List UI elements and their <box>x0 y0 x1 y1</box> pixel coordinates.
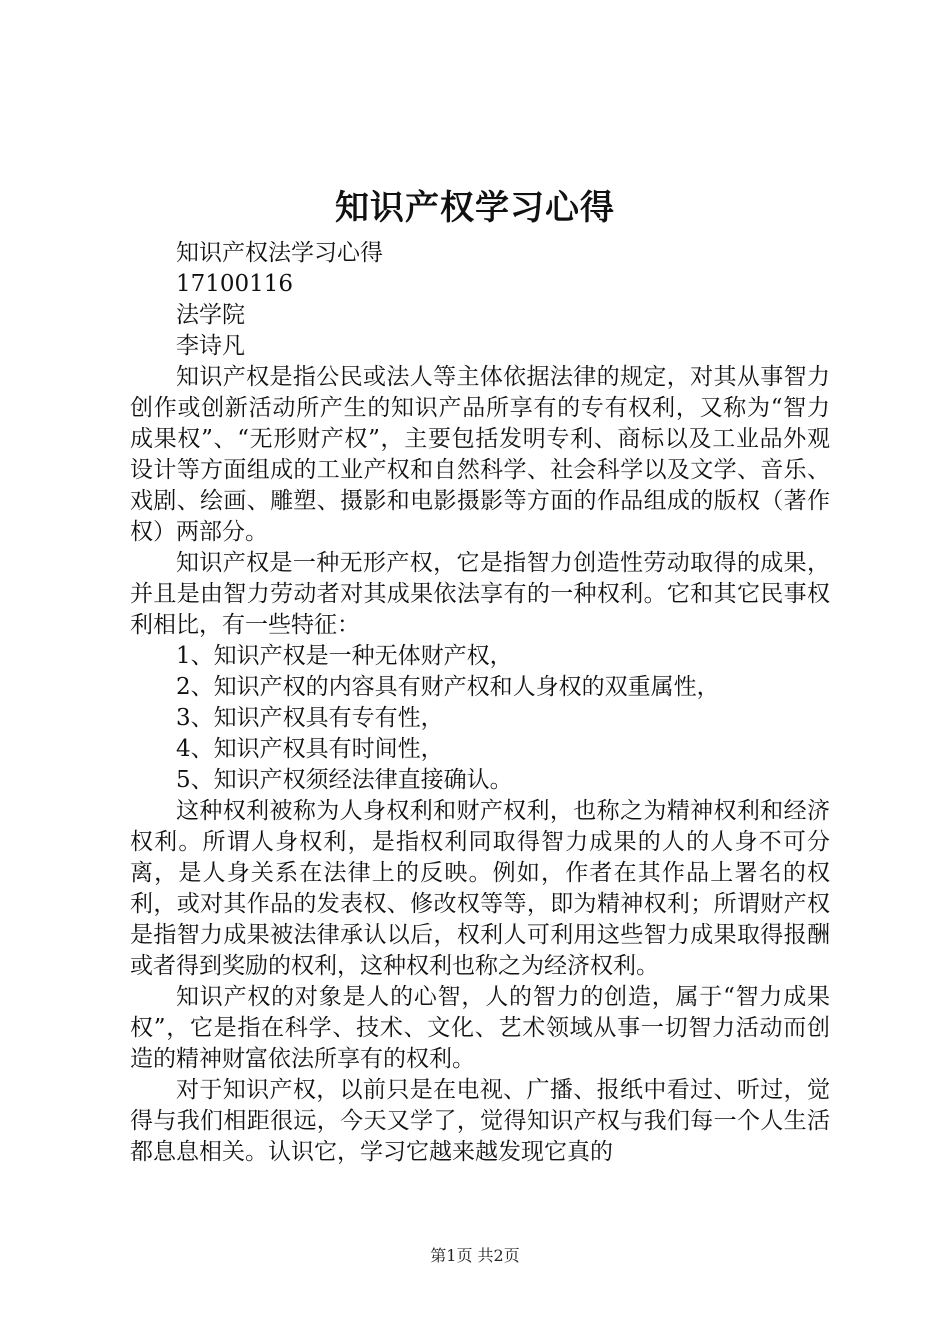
document-title: 知识产权学习心得 <box>335 188 615 228</box>
list-item: 1、知识产权是一种无体财产权， <box>176 643 513 669</box>
paragraph: 知识产权是一种无形产权，它是指智力创造性劳动取得的成果，并且是由智力劳动者对其成果依法享有的一种权利。它和其它民事权利相比，有一些特征： <box>130 550 830 638</box>
paragraph: 这种权利被称为人身权利和财产权利，也称之为精神权利和经济权利。所谓人身权利，是指权利同取得智力成果的人的人身不可分离，是人身关系在法律上的反映。例如，作者在其作品上署名的权利，或对其作品的发表权、修改权等等，即为精神权利；所谓财产权是指智力成果被法律承认以后，权利人可利用这些智力成果取得报酬或者得到奖励的权利，这种权利也称之为经济权利。 <box>130 798 830 979</box>
paragraph: 对于知识产权，以前只是在电视、广播、报纸中看过、听过，觉得与我们相距很远，今天又学了，觉得知识产权与我们每一个人生活都息息相关。认识它，学习它越来越发现它真的 <box>130 1077 830 1165</box>
subtitle-line: 知识产权法学习心得 <box>176 240 383 266</box>
student-id-line: 17100116 <box>176 271 294 297</box>
document-body <box>130 238 830 1168</box>
list-item: 2、知识产权的内容具有财产权和人身权的双重属性， <box>176 674 720 700</box>
school-line: 法学院 <box>176 302 245 328</box>
list-item: 5、知识产权须经法律直接确认。 <box>176 767 513 793</box>
author-line: 李诗凡 <box>176 333 245 359</box>
list-item: 4、知识产权具有时间性， <box>176 736 444 762</box>
page-footer: 第1页 共2页 <box>430 1246 520 1265</box>
paragraph: 知识产权的对象是人的心智，人的智力的创造，属于“智力成果权”，它是指在科学、技术、文化、艺术领域从事一切智力活动而创造的精神财富依法所享有的权利。 <box>130 984 830 1072</box>
list-item: 3、知识产权具有专有性， <box>176 705 444 731</box>
paragraph: 知识产权是指公民或法人等主体依据法律的规定，对其从事智力创作或创新活动所产生的知识产品所享有的专有权利，又称为“智力成果权”、“无形财产权”，主要包括发明专利、商标以及工业品外观设计等方面组成的工业产权和自然科学、社会科学以及文学、音乐、戏剧、绘画、雕塑、摄影和电影摄影等方面的作品组成的版权（著作权）两部分。 <box>130 364 830 545</box>
